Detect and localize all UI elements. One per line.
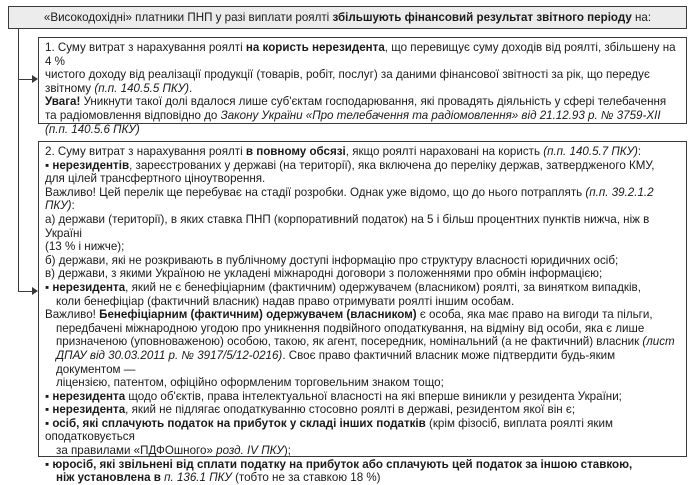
important-note-2-l2: передбачені міжнародною угодою про уникнення подвійного оподаткування, на відміну від особи, яка є лише xyxy=(56,321,645,335)
connector-to-box2 xyxy=(18,291,32,292)
item-b: б) держави, які не розкривають в публічному доступі інформацію про структуру власності юридичних осіб; xyxy=(45,253,619,267)
text: Уникнути такої долі вдалося лише суб'єктам господарювання, які провадять діяльність у сфері телебачення xyxy=(80,95,667,109)
text: звітному xyxy=(45,81,95,95)
box1-line3 xyxy=(45,82,680,96)
box-full-royalty xyxy=(38,141,687,485)
text: 1. Суму витрат з нарахування роялті xyxy=(45,41,246,54)
bullet-non-beneficiary-cont: коли бенефіціар (фактичний власник) надав право отримувати роялті іншим особам. xyxy=(56,294,515,308)
text-bold: осіб, які сплачують податок на прибуток у складі інших податків xyxy=(52,416,426,430)
bullet-other-taxes-cont xyxy=(45,444,680,458)
text: : xyxy=(637,145,642,158)
text: за правилами «ПДФОшного» xyxy=(56,444,217,458)
item-a-cont: (13 % і нижче); xyxy=(45,240,125,254)
text: , який не є бенефіціарним (фактичним) одержувачем (власником) роялті, за винятком випадків, xyxy=(125,280,641,294)
text: призначеною (уповноваженою) особою, такою, як агент, посередник, номінальний (а не фактичний) власник xyxy=(56,335,643,349)
box1-note-line2 xyxy=(45,109,680,123)
legal-ref: (п.п. 140.5.5 ПКУ) xyxy=(94,81,190,95)
legal-ref: розд. IV ПКУ xyxy=(216,444,284,458)
legal-ref: (п.п. 140.5.6 ПКУ) xyxy=(45,122,140,136)
text-bold: Бенефіціарним (фактичним) одержувачем (власником) xyxy=(95,308,417,322)
note-label: Важливо! xyxy=(45,308,96,322)
box2-line1 xyxy=(45,145,680,159)
note-label: Важливо! xyxy=(45,185,96,199)
header-bold: збільшують фінансовий результат звітного періоду xyxy=(332,11,632,24)
text: : xyxy=(71,199,75,213)
text: 2. Суму витрат з нарахування роялті xyxy=(45,145,246,158)
text-bold: ніж установлена в xyxy=(56,471,165,485)
text: . xyxy=(189,81,193,95)
bullet-icon: ▪ xyxy=(45,457,50,471)
item-a: а) держави (території), в яких ставка ПНП (корпоративний податок) на 5 і більш процентних пунктів нижча, ніж в Україні xyxy=(45,212,650,240)
text: , зареєстрованих у державі (на території), яка включена до переліку держав, затвердженого КМУ, xyxy=(129,158,655,172)
header-text: «Високодохідні» платники ПНП у разі виплати роялті xyxy=(43,11,333,24)
text: є особа, яка має право на вигоди та пільги, xyxy=(416,308,653,322)
box1-line1 xyxy=(45,41,680,68)
connector-vertical xyxy=(18,29,19,292)
text: (крім фізосіб, виплата роялті яким оподатковується xyxy=(45,416,613,444)
important-note-1 xyxy=(45,186,680,213)
legal-ref: (п.п. 140.5.7 ПКУ) xyxy=(543,145,638,158)
bullet-nonresidents-cont: для цілей трансфертного ціноутворення. xyxy=(45,172,266,186)
legal-ref: (п.п. 39.2.1.2 ПКУ) xyxy=(45,185,654,213)
bullet-other-taxes xyxy=(45,417,680,444)
text-bold: в повному обсязі xyxy=(245,145,346,158)
important-note-2 xyxy=(45,308,680,322)
bullet-icon: ▪ xyxy=(45,389,50,403)
text: Цей перелік ще перебуває на стадії розробки. Однак уже відомо, що до нього потраплять xyxy=(95,185,586,199)
bullet-icon: ▪ xyxy=(45,158,50,172)
text-bold: нерезидента xyxy=(52,403,126,417)
text-bold: нерезидента xyxy=(52,280,126,294)
bullet-icon: ▪ xyxy=(45,416,50,430)
box1-note xyxy=(45,95,680,109)
bullet-ip-objects xyxy=(45,390,680,404)
bullet-non-beneficiary xyxy=(45,281,680,295)
text-bold: нерезидента xyxy=(52,389,126,403)
bullet-not-taxed xyxy=(45,403,680,417)
text-bold: юросіб, які звільнені від сплати податку на прибуток або сплачують цей податок за іншою ставкою, xyxy=(52,457,633,471)
text: , що перевищує суму доходів від роялті, збільшену на 4 % xyxy=(45,41,676,68)
bullet-icon: ▪ xyxy=(45,403,50,417)
bullet-exempt-cont xyxy=(45,471,680,485)
important-note-2-l4 xyxy=(45,349,680,376)
box1-line2: чистого доходу від реалізації продукції (товарів, робіт, послуг) за даними фінансової звітності за рік, що передує xyxy=(45,68,650,82)
note-label: Увага! xyxy=(45,95,81,109)
legal-ref: (лист xyxy=(642,335,675,349)
text: та радіомовлення відповідно до xyxy=(45,108,221,122)
header-tail: на: xyxy=(631,11,652,24)
text: (тобто не за ставкою 18 %) xyxy=(231,471,381,485)
text-bold: нерезидентів xyxy=(52,158,130,172)
text: ); xyxy=(283,444,291,458)
header-box xyxy=(8,6,687,29)
text: . Своє право фактичний власник може підтвердити будь-яким документом — xyxy=(56,348,616,376)
box-excess-royalty xyxy=(38,37,687,136)
legal-ref: ДПАУ від 30.03.2011 р. № 3917/5/12-0216) xyxy=(56,348,283,362)
important-note-2-l5: ліцензією, патентом, офіційно оформленим торговельним знаком тощо; xyxy=(56,376,444,390)
text-bold: на користь нерезидента xyxy=(245,41,385,54)
bullet-nonresidents-list xyxy=(45,159,680,173)
bullet-icon: ▪ xyxy=(45,280,50,294)
text: , якщо роялті нараховані на користь xyxy=(345,145,544,158)
legal-ref: п. 136.1 ПКУ xyxy=(164,471,232,485)
item-c: в) держави, з якими Україною не укладені міжнародні договори з положеннями про обмін інформацією; xyxy=(45,267,603,281)
connector-to-box1 xyxy=(18,79,32,80)
law-ref: Закону України «Про телебачення та радіомовлення» від 21.12.93 р. № 3759-XII xyxy=(220,108,661,122)
bullet-exempt xyxy=(45,458,680,472)
important-note-2-l3 xyxy=(45,335,680,349)
box1-note-ref xyxy=(45,123,680,137)
text: щодо об'єктів, права інтелектуальної власності на які вперше виникли у резидента України; xyxy=(125,389,622,403)
text: , який не підлягає оподаткуванню стосовно роялті в державі, резидентом якої він є; xyxy=(125,403,576,417)
